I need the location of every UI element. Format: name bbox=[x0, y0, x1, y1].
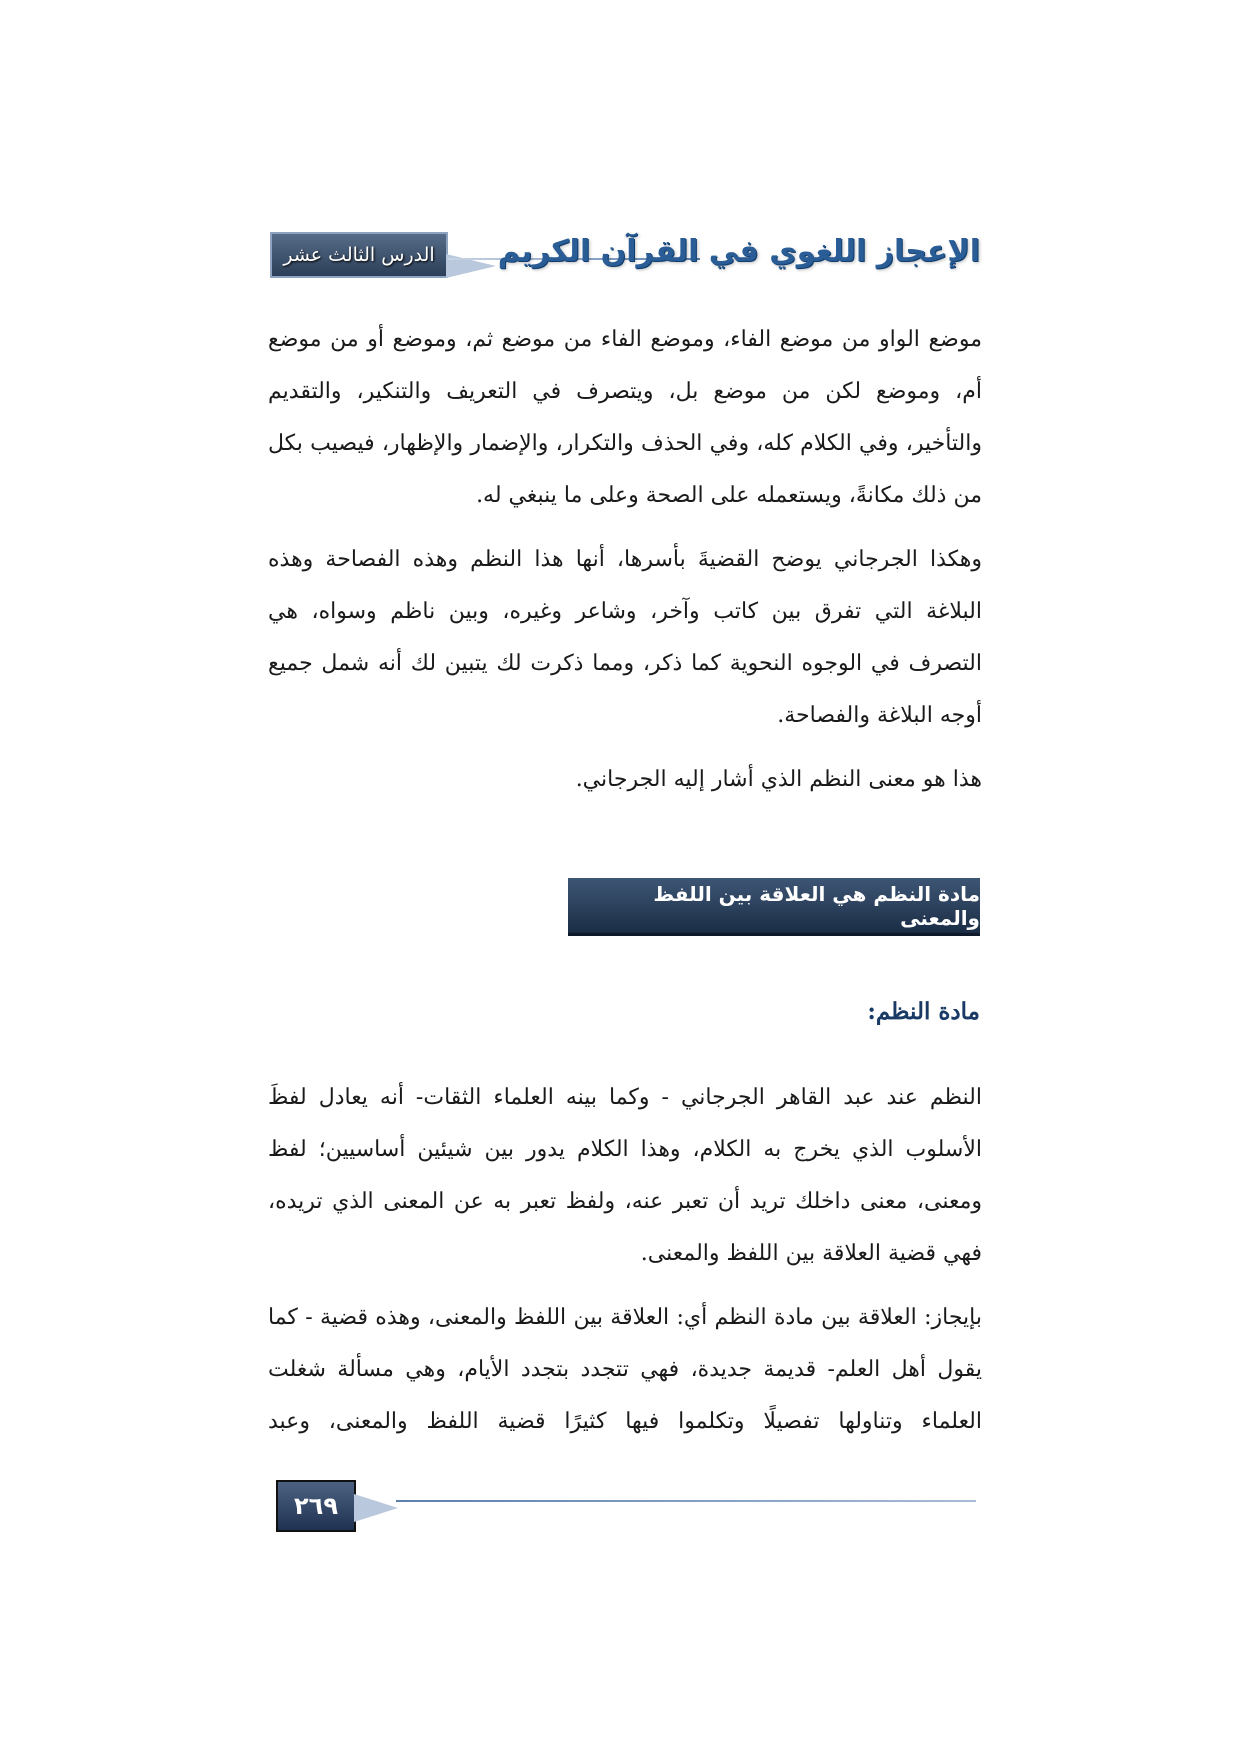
page-number: ٢٦٩ bbox=[276, 1480, 356, 1532]
footer-wedge-decoration bbox=[354, 1494, 398, 1522]
paragraph: هذا هو معنى النظم الذي أشار إليه الجرجاني. bbox=[575, 767, 982, 792]
body-text-bottom bbox=[268, 1072, 982, 1448]
lesson-label: الدرس الثالث عشر bbox=[283, 244, 435, 266]
page-footer bbox=[276, 1480, 976, 1536]
paragraph: النظم عند عبد القاهر الجرجاني - وكما بينه العلماء الثقات- أنه يعادل لفظَ الأسلوب الذي يخرج به الكلام، وهذا الكلام يدور بين شيئين أساسيين؛ لفظ ومعنى، معنى داخلك تريد أن تعبر عنه، ولفظ تعبر به عن المعنى الذي تريده، فهي قضية العلاقة بين اللفظ والمعنى. bbox=[268, 1085, 982, 1266]
subheading: مادة النظم: bbox=[867, 998, 980, 1025]
paragraph: وهكذا الجرجاني يوضح القضيةَ بأسرها، أنها هذا النظم وهذه الفصاحة وهذه البلاغة التي تفرق بين كاتب وآخر، وشاعر وغيره، وبين ناظم وسواه، هي التصرف في الوجوه النحوية كما ذكر، ومما ذكرت لك يتبين لك أنه شمل جميع أوجه البلاغة والفصاحة. bbox=[268, 547, 982, 728]
body-text-top bbox=[268, 314, 982, 806]
section-banner bbox=[568, 878, 980, 936]
book-title: الإعجاز اللغوي في القرآن الكريم bbox=[497, 234, 980, 269]
paragraph: بإيجاز: العلاقة بين مادة النظم أي: العلاقة بين اللفظ والمعنى، وهذه قضية - كما يقول أهل العلم- قديمة جديدة، فهي تتجدد بتجدد الأيام، وهي مسألة شغلت العلماء وتناولها تفصيلًا وتكلموا فيها كثيرًا قضية اللفظ والمعنى، وعبد bbox=[268, 1305, 982, 1434]
section-banner-title: مادة النظم هي العلاقة بين اللفظ والمعنى bbox=[653, 881, 980, 930]
page-header bbox=[270, 230, 980, 290]
footer-divider bbox=[396, 1500, 976, 1502]
paragraph: موضع الواو من موضع الفاء، وموضع الفاء من موضع ثم، وموضع أو من موضع أم، وموضع لكن من موضع بل، ويتصرف في التعريف والتنكير، والتقديم والتأخير، وفي الكلام كله، وفي الحذف والتكرار، والإضمار والإظهار، فيصيب بكل من ذلك مكانةً، ويستعمله على الصحة وعلى ما ينبغي له. bbox=[268, 327, 982, 508]
lesson-badge bbox=[270, 232, 448, 278]
